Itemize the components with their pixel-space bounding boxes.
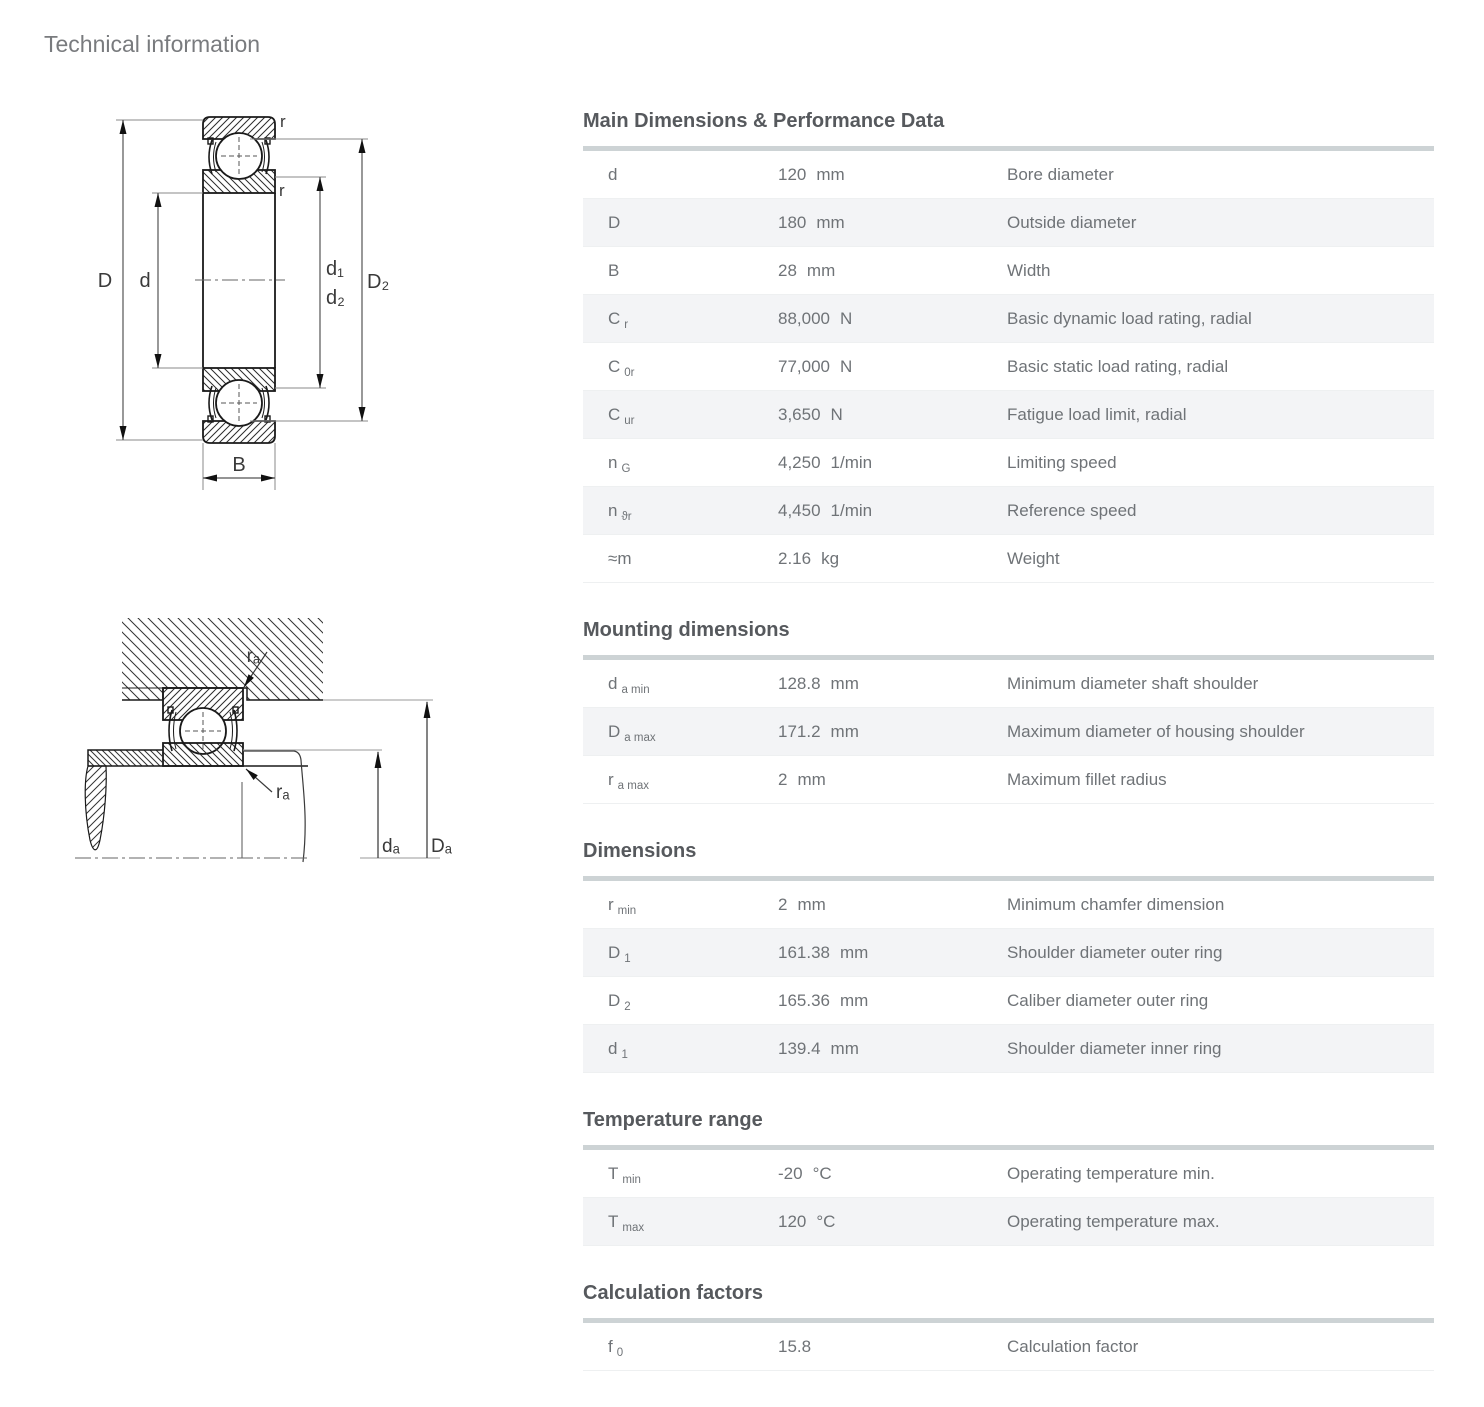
symbol-subscript: 1 [621,1048,628,1061]
description: Width [1007,260,1051,280]
spec-row [583,247,1434,295]
symbol-cell [608,165,778,185]
description: Minimum chamfer dimension [1007,894,1225,914]
spec-row [583,391,1434,439]
unit: °C [816,1211,836,1231]
unit: 1/min [830,500,873,520]
symbol: r [608,769,614,789]
value-cell [778,1212,1007,1232]
symbol-subscript: 2 [624,1000,631,1013]
value: 77,000 [778,356,830,376]
dimension-d1-d2 [275,177,326,388]
description: Outside diameter [1007,212,1137,232]
value-cell [778,165,1007,185]
value: 4,450 [778,500,821,520]
value: 161.38 [778,942,830,962]
symbol-subscript: max [622,1221,645,1234]
symbol-cell [608,991,778,1011]
dim-label-d1: d₁ [326,258,344,280]
shaft-shoulder [88,750,163,766]
spec-section [583,840,1434,1073]
value-cell [778,991,1007,1011]
description: Minimum diameter shaft shoulder [1007,673,1259,693]
spec-section [583,1282,1434,1371]
symbol: d [608,1038,618,1058]
value: 2 [778,894,788,914]
unit: mm [830,721,859,741]
dim-label-Da: Dₐ [431,836,452,857]
value-cell [778,1039,1007,1059]
spec-row [583,1323,1434,1371]
symbol-cell [608,770,778,790]
fillet-radius-shaft [246,769,272,792]
description: Maximum fillet radius [1007,769,1167,789]
symbol: C [608,404,621,424]
value: 139.4 [778,1038,821,1058]
unit: 1/min [830,452,873,472]
description: Fatigue load limit, radial [1007,404,1187,424]
spec-row [583,535,1434,583]
symbol-subscript: min [617,904,637,917]
unit: °C [812,1163,832,1183]
fillet-label-ra-housing: rₐ [246,646,260,667]
symbol: d [608,673,618,693]
symbol-cell [608,1337,778,1357]
spec-section [583,619,1434,804]
symbol: D [608,990,621,1010]
symbol: D [608,721,621,741]
symbol-cell [608,453,778,473]
description: Weight [1007,548,1060,568]
mounting-dimensions-svg [60,600,460,890]
spec-row [583,1025,1434,1073]
value-cell [778,549,1007,569]
value-cell [778,895,1007,915]
spec-row [583,756,1434,804]
bearing-cross-section-svg [70,95,470,510]
symbol-cell [608,722,778,742]
spec-row [583,708,1434,756]
value-cell [778,1337,1007,1357]
dimension-D [116,120,203,440]
value: 88,000 [778,308,830,328]
symbol-cell [608,549,778,569]
symbol-subscript: 1 [624,952,631,965]
value-cell [778,261,1007,281]
value-cell [778,722,1007,742]
description: Shoulder diameter inner ring [1007,1038,1222,1058]
value-cell [778,453,1007,473]
symbol: D [608,212,621,232]
description: Limiting speed [1007,452,1117,472]
spec-rows [583,881,1434,1073]
unit: mm [816,212,845,232]
value-cell [778,405,1007,425]
symbol: r [608,894,614,914]
value-cell [778,770,1007,790]
ball-top [216,133,262,179]
spec-row [583,151,1434,199]
value-cell [778,309,1007,329]
symbol-cell [608,309,778,329]
spec-row [583,487,1434,535]
spec-section [583,110,1434,583]
symbol-cell [608,405,778,425]
unit: mm [816,164,845,184]
unit: N [840,356,853,376]
section-title: Calculation factors [583,1282,764,1304]
value-cell [778,501,1007,521]
bearing-cross-section-diagram [70,95,470,510]
symbol: n [608,500,618,520]
shaft-fillet-section [85,766,106,850]
symbol-cell [608,261,778,281]
symbol: d [608,164,618,184]
symbol-cell [608,213,778,233]
value: 28 [778,260,797,280]
spec-rows [583,1323,1434,1371]
symbol-subscript: ur [624,414,635,427]
symbol-cell [608,1212,778,1232]
spec-row [583,881,1434,929]
symbol-cell [608,357,778,377]
section-title: Dimensions [583,840,697,862]
unit: mm [797,769,826,789]
dim-label-d2: d₂ [326,287,345,309]
value: 180 [778,212,807,232]
description: Basic dynamic load rating, radial [1007,308,1252,328]
symbol-subscript: a min [621,683,650,696]
description: Operating temperature max. [1007,1211,1220,1231]
unit: N [830,404,843,424]
description: Basic static load rating, radial [1007,356,1229,376]
symbol-subscript: ϑr [621,510,632,523]
symbol-subscript: min [622,1173,641,1186]
symbol-cell [608,1164,778,1184]
symbol: B [608,260,620,280]
value-cell [778,357,1007,377]
shaft-profile-curve [243,751,305,862]
page-title: Technical information [44,31,261,57]
unit: mm [797,894,826,914]
spec-rows [583,151,1434,583]
spec-rows [583,1150,1434,1246]
dim-label-B: B [232,454,246,476]
spec-row [583,295,1434,343]
symbol: f [608,1336,613,1356]
mounting-dimensions-diagram [60,600,460,890]
spec-section [583,1109,1434,1246]
spec-row [583,199,1434,247]
symbol-cell [608,895,778,915]
symbol: T [608,1211,619,1231]
value: 15.8 [778,1336,812,1356]
symbol-cell [608,501,778,521]
dim-label-D: D [97,270,113,292]
unit: kg [821,548,840,568]
value: 3,650 [778,404,821,424]
ball-bottom [216,380,262,426]
value-cell [778,1164,1007,1184]
symbol-cell [608,674,778,694]
value: 120 [778,164,807,184]
value: 128.8 [778,673,821,693]
value: 4,250 [778,452,821,472]
spec-row [583,977,1434,1025]
dim-label-d: d [139,270,151,292]
value: -20 [778,1163,803,1183]
spec-row [583,1198,1434,1246]
description: Operating temperature min. [1007,1163,1215,1183]
description: Bore diameter [1007,164,1114,184]
symbol: ≈m [608,548,632,568]
spec-row [583,439,1434,487]
radius-label-r-inner: r [279,181,285,200]
section-title: Temperature range [583,1109,763,1131]
symbol: T [608,1163,619,1183]
section-title: Main Dimensions & Performance Data [583,110,945,132]
dim-label-D2: D₂ [367,271,390,293]
symbol-subscript: r [624,318,629,331]
spec-row [583,1150,1434,1198]
description: Shoulder diameter outer ring [1007,942,1223,962]
unit: mm [830,1038,859,1058]
value-cell [778,213,1007,233]
unit: mm [840,990,869,1010]
value: 120 [778,1211,807,1231]
unit: mm [806,260,836,280]
section-title: Mounting dimensions [583,619,790,641]
symbol-subscript: a max [617,779,649,792]
spec-row [583,343,1434,391]
symbol: n [608,452,618,472]
spec-rows [583,660,1434,804]
value: 2.16 [778,548,812,568]
spec-row [583,929,1434,977]
value-cell [778,943,1007,963]
description: Calculation factor [1007,1336,1139,1356]
unit: mm [830,673,859,693]
spec-tables [583,110,1434,1371]
symbol-subscript: a max [624,731,656,744]
symbol-subscript: 0r [624,366,635,379]
unit: N [840,308,853,328]
symbol: C [608,356,621,376]
description: Caliber diameter outer ring [1007,990,1209,1010]
fillet-label-ra-shaft: rₐ [276,782,290,803]
radius-label-r-outer: r [280,112,286,131]
value: 2 [778,769,788,789]
unit: mm [840,942,869,962]
symbol-cell [608,943,778,963]
value: 165.36 [778,990,830,1010]
description: Maximum diameter of housing shoulder [1007,721,1305,741]
value: 171.2 [778,721,821,741]
symbol: D [608,942,621,962]
description: Reference speed [1007,500,1137,520]
symbol-cell [608,1039,778,1059]
symbol: C [608,308,621,328]
symbol-subscript: 0 [616,1346,624,1359]
symbol-subscript: G [621,462,631,475]
value-cell [778,674,1007,694]
dim-label-da: dₐ [382,836,400,857]
spec-row [583,660,1434,708]
